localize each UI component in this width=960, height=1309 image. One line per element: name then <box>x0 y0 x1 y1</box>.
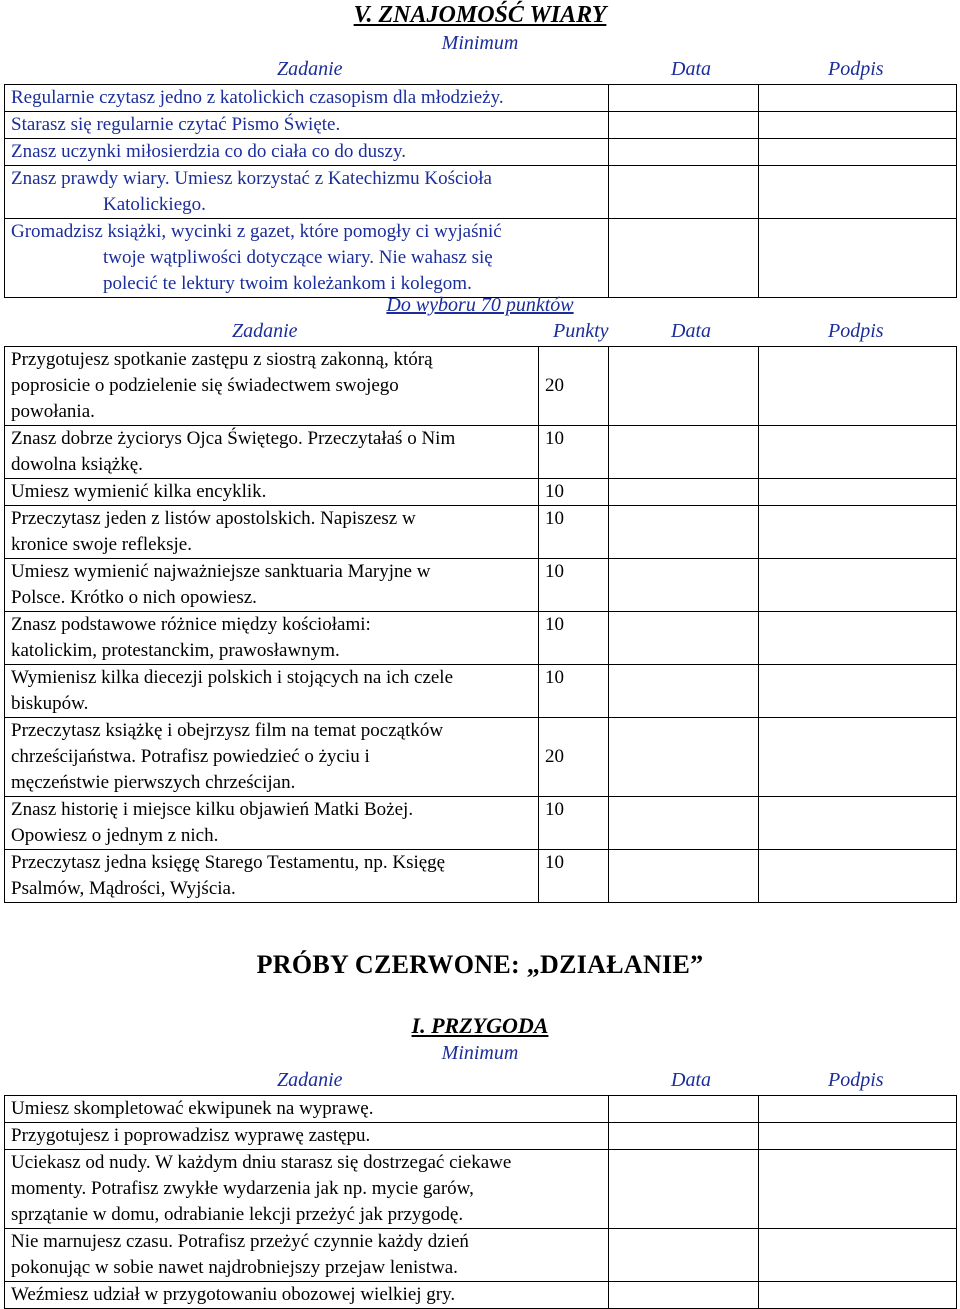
task-cell <box>5 718 539 797</box>
task-line: męczeństwie pierwszych chrześcijan. <box>11 772 296 793</box>
sign-cell[interactable] <box>759 85 957 112</box>
points-cell: 10 <box>539 797 609 850</box>
points-cell: 10 <box>539 426 609 479</box>
header-date: Data <box>671 320 711 342</box>
task-cell: Znasz uczynki miłosierdzia co do ciała co do duszy. <box>5 139 609 166</box>
task-line: Znasz dobrze życiorys Ojca Świętego. Przeczytałaś o Nim <box>11 428 456 449</box>
task-line: Wymienisz kilka diecezji polskich i stojących na ich czele <box>11 667 454 688</box>
points-cell: 10 <box>539 612 609 665</box>
task-line: Gromadzisz książki, wycinki z gazet, które pomogły ci wyjaśnić <box>11 221 502 242</box>
task-line: Przeczytasz książkę i obejrzysz film na temat początków <box>11 720 444 741</box>
task-line: kronice swoje refleksje. <box>11 534 192 555</box>
task-cell <box>5 559 539 612</box>
sign-cell[interactable] <box>759 718 957 797</box>
table-row <box>5 1282 957 1309</box>
task-line: Nie marnujesz czasu. Potrafisz przeżyć czynnie każdy dzień <box>11 1231 469 1252</box>
sign-cell[interactable] <box>759 1096 957 1123</box>
table-row <box>5 1096 957 1123</box>
points-cell: 10 <box>539 479 609 506</box>
header-sign: Podpis <box>828 58 884 80</box>
table-row <box>5 479 957 506</box>
task-line: Przeczytasz jeden z listów apostolskich. Napiszesz w <box>11 508 416 529</box>
task-line: sprzątanie w domu, odrabianie lekcji przeżyć jak przygodę. <box>11 1204 464 1225</box>
task-line: Umiesz wymienić kilka encyklik. <box>11 481 267 502</box>
date-cell[interactable] <box>609 85 759 112</box>
task-line: poprosicie o podzielenie się świadectwem swojego <box>11 375 399 396</box>
date-cell[interactable] <box>609 559 759 612</box>
table-row <box>5 506 957 559</box>
choice-table <box>4 346 957 903</box>
table-row <box>5 426 957 479</box>
points-cell: 20 <box>539 347 609 426</box>
table-row <box>5 1150 957 1229</box>
task-cell: Weźmiesz udział w przygotowaniu obozowej wielkiej gry. <box>5 1282 609 1309</box>
date-cell[interactable] <box>609 219 759 298</box>
points-cell: 10 <box>539 850 609 903</box>
task-cell: Przygotujesz i poprowadzisz wyprawę zastępu. <box>5 1123 609 1150</box>
header-date: Data <box>671 58 711 80</box>
sign-cell[interactable] <box>759 1123 957 1150</box>
task-line: momenty. Potrafisz zwykłe wydarzenia jak np. mycie garów, <box>11 1178 474 1199</box>
task-line: Umiesz wymienić najważniejsze sanktuaria Maryjne w <box>11 561 431 582</box>
date-cell[interactable] <box>609 139 759 166</box>
sign-cell[interactable] <box>759 139 957 166</box>
section-title: V. ZNAJOMOŚĆ WIARY <box>353 2 607 28</box>
task-line: Psalmów, Mądrości, Wyjścia. <box>11 878 236 899</box>
task-cell <box>5 347 539 426</box>
task-line: Przeczytasz jedna księgę Starego Testamentu, np. Księgę <box>11 852 446 873</box>
task-line: Katolickiego. <box>103 194 206 215</box>
task-cell <box>5 479 539 506</box>
table-row <box>5 612 957 665</box>
task-line: powołania. <box>11 401 95 422</box>
date-cell[interactable] <box>609 166 759 219</box>
date-cell[interactable] <box>609 506 759 559</box>
task-line: Znasz prawdy wiary. Umiesz korzystać z Katechizmu Kościoła <box>11 168 492 189</box>
date-cell[interactable] <box>609 479 759 506</box>
date-cell[interactable] <box>609 112 759 139</box>
sign-cell[interactable] <box>759 559 957 612</box>
task-cell <box>5 166 609 219</box>
header-sign: Podpis <box>828 320 884 342</box>
task-cell <box>5 506 539 559</box>
task-cell: Umiesz skompletować ekwipunek na wyprawę. <box>5 1096 609 1123</box>
minimum-label: Minimum <box>441 1042 519 1064</box>
sign-cell[interactable] <box>759 1282 957 1309</box>
task-cell <box>5 219 609 298</box>
date-cell[interactable] <box>609 1096 759 1123</box>
task-line: Uciekasz od nudy. W każdym dniu starasz się dostrzegać ciekawe <box>11 1152 512 1173</box>
date-cell[interactable] <box>609 1282 759 1309</box>
header-date: Data <box>671 1069 711 1091</box>
choice-label: Do wyboru 70 punktów <box>386 294 574 316</box>
task-line: Przygotujesz spotkanie zastępu z siostrą zakonną, którą <box>11 349 433 370</box>
task-line: dowolna książkę. <box>11 454 143 475</box>
date-cell[interactable] <box>609 850 759 903</box>
task-line: chrześcijaństwa. Potrafisz powiedzieć o życiu i <box>11 746 370 767</box>
sign-cell[interactable] <box>759 166 957 219</box>
header-task: Zadanie <box>277 1069 343 1091</box>
task-line: polecić te lektury twoim koleżankom i kolegom. <box>103 273 472 294</box>
table-row <box>5 347 957 426</box>
table-row <box>5 112 957 139</box>
table-row <box>5 1229 957 1282</box>
sign-cell[interactable] <box>759 850 957 903</box>
task-line: biskupów. <box>11 693 89 714</box>
sign-cell[interactable] <box>759 665 957 718</box>
points-cell: 10 <box>539 665 609 718</box>
table-row <box>5 139 957 166</box>
task-line: Polsce. Krótko o nich opowiesz. <box>11 587 257 608</box>
date-cell[interactable] <box>609 347 759 426</box>
task-cell <box>5 1229 609 1282</box>
sign-cell[interactable] <box>759 612 957 665</box>
task-line: Znasz historię i miejsce kilku objawień Matki Bożej. <box>11 799 414 820</box>
section-title: I. PRZYGODA <box>411 1013 549 1038</box>
task-cell: Starasz się regularnie czytać Pismo Święte. <box>5 112 609 139</box>
date-cell[interactable] <box>609 1123 759 1150</box>
header-task: Zadanie <box>277 58 343 80</box>
table-row <box>5 850 957 903</box>
task-line: katolickim, protestanckim, prawosławnym. <box>11 640 340 661</box>
table-row <box>5 665 957 718</box>
task-cell <box>5 426 539 479</box>
task-cell <box>5 665 539 718</box>
sign-cell[interactable] <box>759 219 957 298</box>
sign-cell[interactable] <box>759 506 957 559</box>
task-line: Opowiesz o jednym z nich. <box>11 825 219 846</box>
table-row <box>5 797 957 850</box>
sign-cell[interactable] <box>759 426 957 479</box>
sign-cell[interactable] <box>759 1229 957 1282</box>
table-row <box>5 718 957 797</box>
date-cell[interactable] <box>609 718 759 797</box>
table-row <box>5 559 957 612</box>
date-cell[interactable] <box>609 665 759 718</box>
task-cell: Regularnie czytasz jedno z katolickich czasopism dla młodzieży. <box>5 85 609 112</box>
header-sign: Podpis <box>828 1069 884 1091</box>
date-cell[interactable] <box>609 1229 759 1282</box>
points-cell: 10 <box>539 559 609 612</box>
points-cell: 20 <box>539 718 609 797</box>
adventure-table <box>4 1095 957 1309</box>
task-cell <box>5 612 539 665</box>
task-cell <box>5 1150 609 1229</box>
task-line: twoje wątpliwości dotyczące wiary. Nie wahasz się <box>103 247 493 268</box>
date-cell[interactable] <box>609 612 759 665</box>
date-cell[interactable] <box>609 426 759 479</box>
task-line: pokonując w sobie nawet najdrobniejszy przejaw lenistwa. <box>11 1257 458 1278</box>
main-title: PRÓBY CZERWONE: „DZIAŁANIE” <box>256 950 704 979</box>
date-cell[interactable] <box>609 1150 759 1229</box>
table-row <box>5 219 957 298</box>
sign-cell[interactable] <box>759 112 957 139</box>
minimum-table <box>4 84 957 298</box>
task-cell <box>5 850 539 903</box>
sign-cell[interactable] <box>759 479 957 506</box>
task-line: Znasz podstawowe różnice między kościołami: <box>11 614 371 635</box>
header-task: Zadanie <box>232 320 298 342</box>
table-row <box>5 85 957 112</box>
date-cell[interactable] <box>609 797 759 850</box>
sign-cell[interactable] <box>759 797 957 850</box>
table-row <box>5 1123 957 1150</box>
header-points: Punkty <box>553 320 609 342</box>
points-cell: 10 <box>539 506 609 559</box>
sign-cell[interactable] <box>759 347 957 426</box>
task-cell <box>5 797 539 850</box>
sign-cell[interactable] <box>759 1150 957 1229</box>
table-row <box>5 166 957 219</box>
minimum-label: Minimum <box>441 32 519 54</box>
